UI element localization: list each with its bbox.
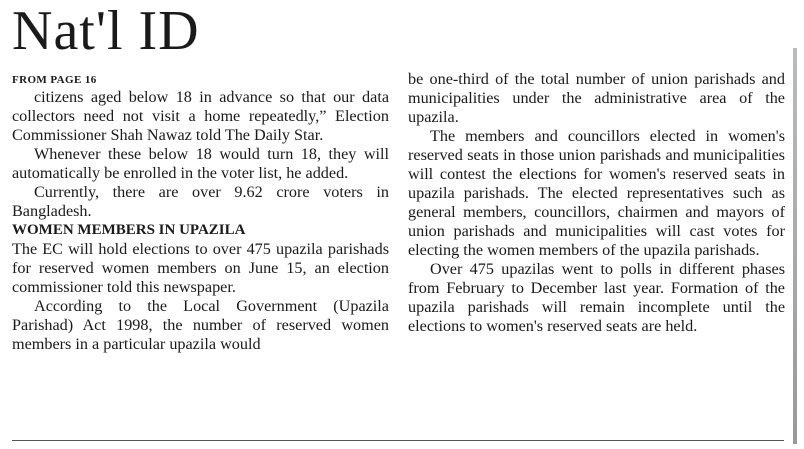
paragraph: Over 475 upazilas went to polls in different phases from February to December last year. Formation of the upazila parishads will remain incomplete until the elections to women's reserved seats are held. [408, 260, 785, 335]
paragraph: be one-third of the total number of union parishads and municipalities under the administrative area of the upazila. [408, 70, 785, 126]
subheading: WOMEN MEMBERS IN UPAZILA [12, 222, 246, 238]
paragraph: The members and councillors elected in women's reserved seats in those union parishads and municipalities will contest the elections for women's reserved seats in upazila parishads. The elected representatives such as general members, councillors, chairmen and mayors of union parishads and municipalities will cast votes for electing the women members of the upazila parishads. [408, 127, 785, 259]
bottom-rule [12, 440, 784, 441]
paragraph: Currently, there are over 9.62 crore voters in Bangladesh. [12, 183, 389, 220]
headline: Nat'l ID [12, 0, 200, 62]
paragraph: According to the Local Government (Upazila Parishad) Act 1998, the number of reserved women members in a particular upazila would [12, 297, 389, 353]
page-edge [793, 48, 797, 444]
paragraph: Whenever these below 18 would turn 18, they will automatically be enrolled in the voter list, he added. [12, 145, 389, 182]
article-column-right [408, 70, 785, 336]
paragraph: citizens aged below 18 in advance so that our data collectors need not visit a home repeatedly,” Election Commissioner Shah Nawaz told The Daily Star. [12, 88, 389, 144]
paragraph: The EC will hold elections to over 475 upazila parishads for reserved women members on June 15, an election commissioner told this newspaper. [12, 240, 389, 296]
jump-label: FROM PAGE 16 [12, 74, 97, 86]
article-column-left [12, 70, 389, 354]
